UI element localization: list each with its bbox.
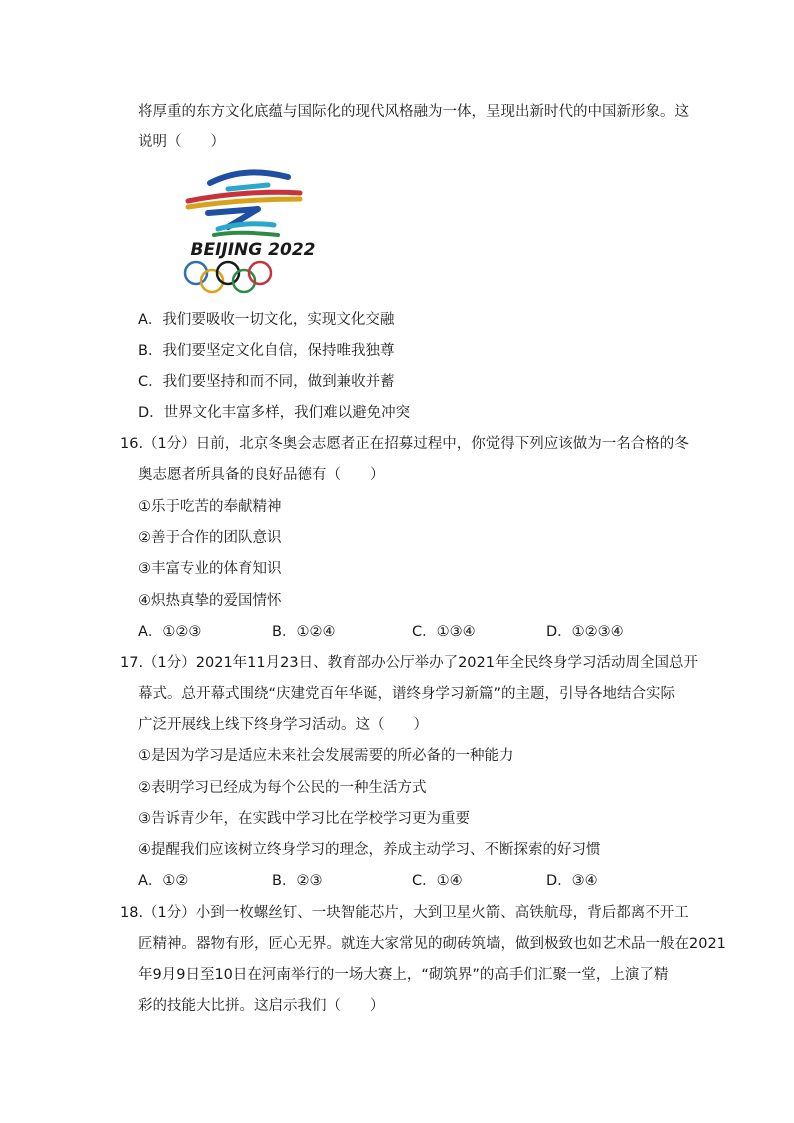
q15-stem-line2: 说明（ ）	[138, 134, 225, 150]
q15-option-d: D．世界文化丰富多样，我们难以避免冲突	[138, 405, 411, 421]
q17-item-2: ②表明学习已经成为每个公民的一种生活方式	[138, 780, 427, 796]
q16-choice-b: B．①②④	[272, 624, 336, 640]
q18-stem-line2: 匠精神。器物有形，匠心无界。就连大家常见的砌砖筑墙，做到极致也如艺术品一般在2021	[138, 936, 726, 952]
q16-item-1: ①乐于吃苦的奉献精神	[138, 499, 282, 515]
q18-stem-line4: 彩的技能大比拼。这启示我们（ ）	[138, 998, 385, 1014]
q17-choice-c: C．①④	[412, 873, 463, 889]
q17-item-4: ④提醒我们应该树立终身学习的理念，养成主动学习、不断探索的好习惯	[138, 842, 601, 858]
q17-item-3: ③告诉青少年，在实践中学习比在学校学习更为重要	[138, 811, 470, 827]
q17-stem-line2: 幕式。总开幕式围绕“庆建党百年华诞，谱终身学习新篇”的主题，引导各地结合实际	[138, 686, 676, 702]
beijing-2022-emblem	[168, 163, 338, 295]
q17-stem-line1: 17.（1分）2021年11月23日、教育部办公厅举办了2021年全民终身学习活动周全国总开	[120, 655, 698, 671]
q17-choices	[138, 871, 598, 891]
q15-option-b: B．我们要坚定文化自信，保持唯我独尊	[138, 343, 395, 359]
emblem-ribbon-strokes	[188, 172, 300, 235]
q17-choice-d: D．③④	[546, 873, 598, 889]
q17-item-1: ①是因为学习是适应未来社会发展需要的所必备的一种能力	[138, 748, 514, 764]
q18-stem-line3: 年9月9日至10日在河南举行的一场大赛上，“砌筑界”的高手们汇聚一堂，上演了精	[138, 967, 669, 983]
q16-item-3: ③丰富专业的体育知识	[138, 561, 282, 577]
q15-option-a: A．我们要吸收一切文化，实现文化交融	[138, 312, 395, 328]
q17-choice-b: B．②③	[272, 873, 323, 889]
q15-stem-line1: 将厚重的东方文化底蕴与国际化的现代风格融为一体，呈现出新时代的中国新形象。这	[138, 104, 689, 120]
q16-item-4: ④炽热真挚的爱国情怀	[138, 593, 282, 609]
q16-choice-c: C．①③④	[412, 624, 476, 640]
q17-stem-line3: 广泛开展线上线下终身学习活动。这（ ）	[138, 717, 428, 733]
olympic-rings-icon	[185, 262, 271, 292]
q16-choices	[138, 622, 624, 642]
q16-choice-a: A．①②③	[138, 624, 202, 640]
q15-option-c: C．我们要坚持和而不同，做到兼收并蓄	[138, 374, 395, 390]
emblem-wordmark: BEIJING 2022	[190, 240, 316, 260]
q16-stem-line1: 16.（1分）日前，北京冬奥会志愿者正在招募过程中，你觉得下列应该做为一名合格的冬	[120, 436, 689, 452]
q16-stem-line2: 奥志愿者所具备的良好品德有（ ）	[138, 467, 385, 483]
q18-stem-line1: 18.（1分）小到一枚螺丝钉、一块智能芯片，大到卫星火箭、高铁航母，背后都离不开工	[120, 905, 689, 921]
q17-choice-a: A．①②	[138, 873, 189, 889]
q16-item-2: ②善于合作的团队意识	[138, 530, 282, 546]
q16-choice-d: D．①②③④	[546, 624, 624, 640]
